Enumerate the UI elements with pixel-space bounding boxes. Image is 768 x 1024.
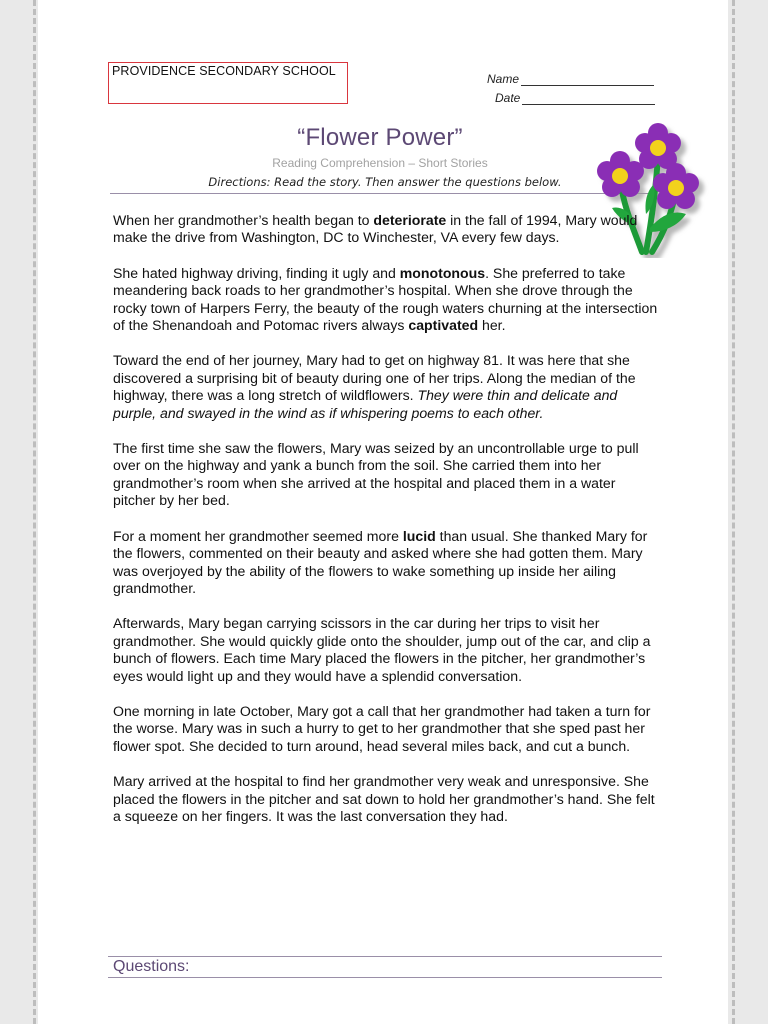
left-page-edge: [33, 0, 36, 1024]
story-paragraph-6: Afterwards, Mary began carrying scissors in the car during her trips to visit her grandmother. She would quickly glide onto the shoulder, jump out of the car, and clip a bunch of flowers. Each time Mary placed the flowers in the pitcher, her grandmother’s eyes would light up and they would have a splendid conversation.: [113, 615, 651, 684]
date-label: Date: [495, 91, 521, 105]
name-label: Name: [487, 72, 520, 86]
date-blank-line[interactable]: [522, 94, 655, 105]
date-field: [470, 91, 655, 105]
name-field: [470, 72, 654, 86]
right-page-edge: [732, 0, 735, 1024]
vocab-word-deteriorate: deteriorate: [373, 212, 447, 228]
story-text: [113, 212, 658, 843]
story-paragraph-1: When her grandmother’s health began to deteriorate in the fall of 1994, Mary would make the drive from Washington, DC to Winchester, VA every few days.: [113, 212, 638, 246]
page-title: “Flower Power”: [297, 124, 463, 151]
story-paragraph-5: For a moment her grandmother seemed more lucid than usual. She thanked Mary for the flowers, commented on their beauty and asked where she had gotten them. Mary was overjoyed by the ability of the flowers to wake something up inside her ailing grandmother.: [113, 527, 648, 596]
vocab-word-lucid: lucid: [402, 527, 436, 544]
story-paragraph-3: Toward the end of her journey, Mary had to get on highway 81. It was here that she discovered a surprising bit of beauty during one of her trips. Along the median of the highway, there was a long stretch of wildflowers. They were thin and delicate and purple, and swayed in the wind as if whispering poems to each other.: [113, 352, 636, 421]
story-paragraph-8: Mary arrived at the hospital to find her grandmother very weak and unresponsive. She placed the flowers in the pitcher and sat down to hold her grandmother’s hand. She felt a squeeze on her fingers. It was the last conversation they had.: [113, 773, 655, 824]
questions-bottom-rule: [108, 977, 662, 978]
vocab-word-monotonous: monotonous: [399, 264, 486, 281]
questions-heading: Questions:: [113, 958, 190, 975]
name-blank-line[interactable]: [521, 75, 654, 86]
questions-top-rule: [108, 956, 662, 957]
vocab-word-captivated: captivated: [408, 317, 479, 334]
page-subtitle: Reading Comprehension – Short Stories: [272, 156, 488, 170]
school-name-box: [108, 62, 348, 104]
italic-sentence: They were thin and delicate and purple, and swayed in the wind as if whispering poems to each other.: [113, 387, 618, 421]
story-paragraph-7: One morning in late October, Mary got a call that her grandmother had taken a turn for the worse. Mary was in such a hurry to get to her grandmother that she sped past her flower spot. She decided to turn around, head several miles back, and cut a bunch.: [113, 702, 651, 754]
directions-text: Directions: Read the story. Then answer the questions below.: [208, 175, 562, 189]
school-name: PROVIDENCE SECONDARY SCHOOL: [112, 64, 336, 78]
story-paragraph-2: She hated highway driving, finding it ugly and monotonous. She preferred to take meandering back roads to her grandmother’s hospital. When she drove through the rocky town of Harpers Ferry, the beauty of the rough waters churning at the intersection of the Shenandoah and Potomac rivers always captivated her.: [113, 264, 658, 334]
header-divider: [110, 193, 655, 194]
story-paragraph-4: The first time she saw the flowers, Mary was seized by an uncontrollable urge to pull over on the highway and yank a bunch from the soil. She carried them into her grandmother’s room when she arrived at the hospital and placed them in a water pitcher by her bed.: [113, 440, 639, 509]
